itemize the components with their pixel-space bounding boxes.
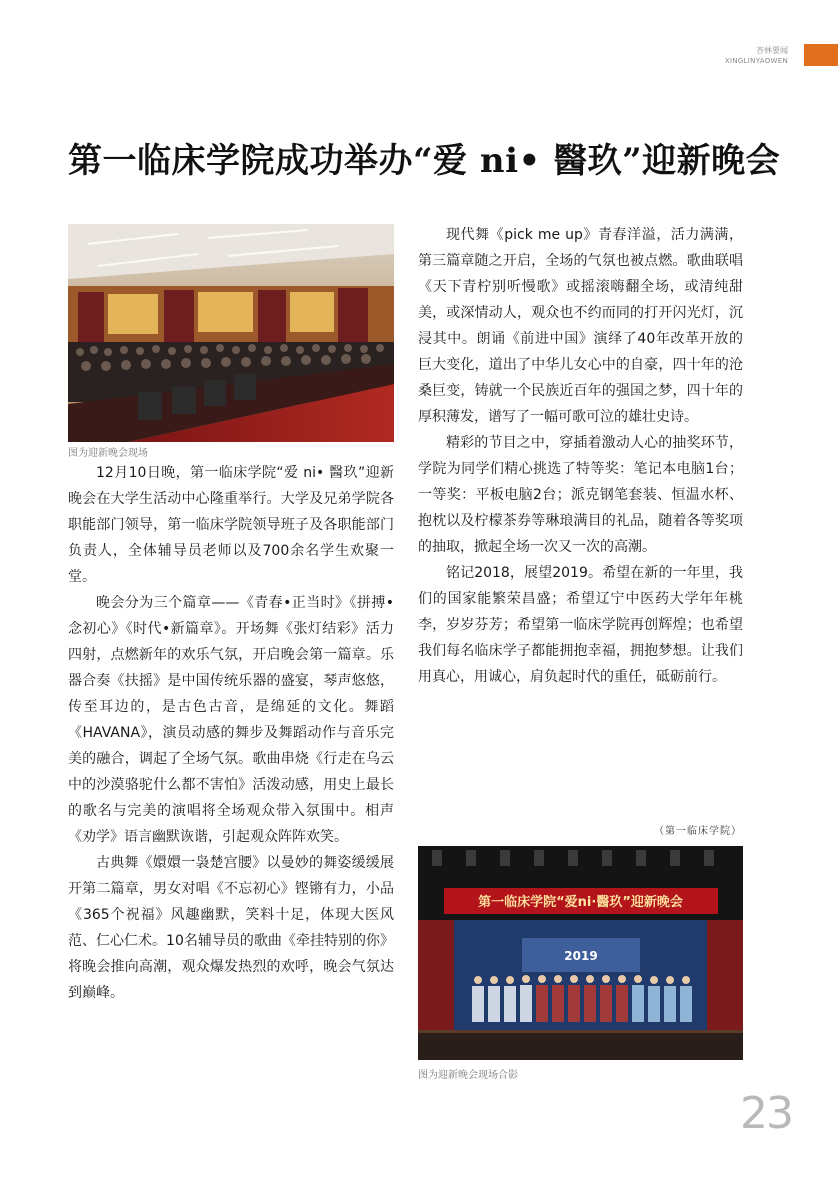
paragraph: 精彩的节目之中，穿插着激动人心的抽奖环节，学院为同学们精心挑选了特等奖：笔记本电脑1台；一等奖：平板电脑2台；派克钢笔套装、恒温水杯、抱枕以及柠檬茶券等琳琅满目的礼品，随着各等奖项的抽取，掀起全场一次又一次的高潮。 xyxy=(418,435,743,555)
paragraph: 晚会分为三个篇章——《青春•正当时》《拼搏•念初心》《时代•新篇章》。开场舞《张灯结彩》活力四射，点燃新年的欢乐气氛，开启晚会第一篇章。乐器合奏《扶摇》是中国传统乐器的盛宴，琴声悠悠，传至耳边的，是古色古音，是绵延的文化。舞蹈《HAVANA》，演员动感的舞步及舞蹈动作与音乐完美的融合，调起了全场气氛。歌曲串烧《行走在乌云中的沙漠骆驼什么都不害怕》活泼动感，用史上最长的歌名与完美的演唱将全场观众带入氛围中。相声《劝学》语言幽默诙谐，引起观众阵阵欢笑。 xyxy=(68,595,394,845)
article-body-left xyxy=(68,460,394,1006)
section-header xyxy=(725,46,788,66)
group-photo xyxy=(418,846,743,1060)
gala-venue-photo xyxy=(68,224,394,442)
page-number: 23 xyxy=(740,1088,792,1139)
photo1-caption: 图为迎新晚会现场 xyxy=(68,448,148,459)
paragraph: 现代舞《pick me up》青春洋溢，活力满满，第三篇章随之开启，全场的气氛也被点燃。歌曲联唱《天下青柠别听慢歌》或摇滚嗨翻全场，或清纯甜美，或深情动人，观众也不约而同的打开闪光灯，沉浸其中。朗诵《前进中国》演绎了40年改革开放的巨大变化，道出了中华儿女心中的自豪，四十年的沧桑巨变，铸就一个民族近百年的强国之梦，四十年的厚积薄发，谱写了一幅可歌可泣的雄壮史诗。 xyxy=(418,227,743,425)
banner-text: 第一临床学院“爱ni·醫玖”迎新晚会 xyxy=(478,895,683,910)
section-name-pinyin: XINGLINYAOWEN xyxy=(724,57,788,65)
author-credit: （第一临床学院） xyxy=(654,826,742,837)
paragraph: 古典舞《嬛嬛一袅楚宫腰》以曼妙的舞姿缓缓展开第二篇章，男女对唱《不忘初心》铿锵有力，小品《365个祝福》风趣幽默，笑料十足，体现大医风范、仁心仁术。10名辅导员的歌曲《牵挂特别的你》将晚会推向高潮，观众爆发热烈的欢呼，晚会气氛达到巅峰。 xyxy=(68,855,394,1001)
photo2-caption: 图为迎新晚会现场合影 xyxy=(418,1070,518,1081)
paragraph: 12月10日晚，第一临床学院“爱 ni• 醫玖”迎新晚会在大学生活动中心隆重举行。大学及兄弟学院各职能部门领导，第一临床学院领导班子及各职能部门负责人，全体辅导员老师以及700余名学生欢聚一堂。 xyxy=(68,465,394,585)
article-title: 第一临床学院成功举办“爱 ni• 醫玖”迎新晚会 xyxy=(68,141,781,181)
section-color-bar xyxy=(804,44,838,66)
screen-text: 2019 xyxy=(564,949,598,963)
section-name: 杏林要闻 xyxy=(756,46,788,55)
paragraph: 铭记2018，展望2019。希望在新的一年里，我们的国家能繁荣昌盛；希望辽宁中医药大学年年桃李，岁岁芬芳；希望第一临床学院再创辉煌；也希望我们每名临床学子都能拥抱幸福，拥抱梦想。让我们用真心，用诚心，肩负起时代的重任，砥砺前行。 xyxy=(418,565,743,685)
article-body-right xyxy=(418,222,743,690)
